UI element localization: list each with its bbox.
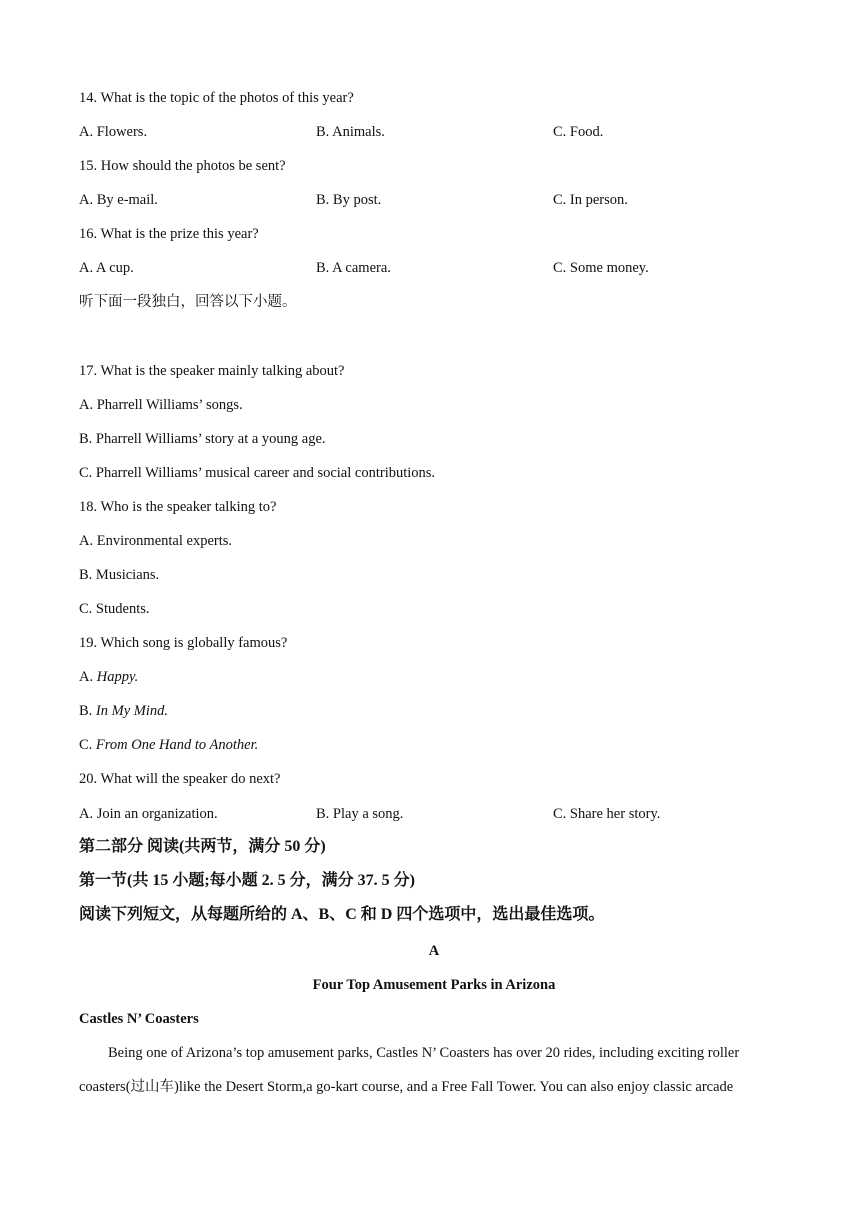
q19-option-c-letter: C. (79, 737, 96, 753)
q17-option-c: C. Pharrell Williams’ musical career and social contributions. (79, 465, 436, 481)
part-two-heading: 第二部分 阅读(共两节，满分 50 分) (79, 838, 326, 855)
passage-title: Four Top Amusement Parks in Arizona (312, 977, 556, 993)
q14-option-b: B. Animals. (316, 124, 385, 140)
q19-option-c-text: From One Hand to Another. (95, 737, 259, 753)
q20-option-a: A. Join an organization. (79, 806, 218, 822)
passage-line-1: Being one of Arizona’s top amusement parks, Castles N’ Coasters has over 20 rides, including exciting roller (108, 1045, 740, 1061)
question-15: 15. How should the photos be sent? (79, 158, 286, 174)
q19-option-a-text: Happy. (96, 669, 139, 685)
question-19: 19. Which song is globally famous? (79, 635, 288, 651)
q15-option-b: B. By post. (316, 192, 382, 208)
question-16: 16. What is the prize this year? (79, 226, 259, 242)
q18-option-b: B. Musicians. (79, 567, 160, 583)
q19-option-b-text: In My Mind. (95, 703, 168, 719)
q20-option-b: B. Play a song. (316, 806, 404, 822)
question-20: 20. What will the speaker do next? (79, 771, 281, 787)
q17-option-b: B. Pharrell Williams’ story at a young age. (79, 431, 326, 447)
passage-subheading: Castles N’ Coasters (79, 1011, 199, 1027)
q20-option-c: C. Share her story. (553, 806, 661, 822)
q14-option-c: C. Food. (553, 124, 604, 140)
q19-option-b-letter: B. (79, 703, 96, 719)
section-one-heading: 第一节(共 15 小题;每小题 2. 5 分，满分 37. 5 分) (79, 872, 415, 889)
q18-option-c: C. Students. (79, 601, 150, 617)
reading-instruction: 阅读下列短文，从每题所给的 A、B、C 和 D 四个选项中，选出最佳选项。 (79, 906, 605, 923)
passage-line-2: coasters(过山车)like the Desert Storm,a go-kart course, and a Free Fall Tower. You can also enjoy classic arcade (79, 1079, 734, 1095)
q16-option-c: C. Some money. (553, 260, 649, 276)
q19-option-b (79, 702, 168, 720)
q19-option-a (79, 668, 138, 686)
question-17: 17. What is the speaker mainly talking about? (79, 363, 345, 379)
q16-option-b: B. A camera. (316, 260, 391, 276)
passage-letter: A (428, 943, 440, 959)
q15-option-a: A. By e-mail. (79, 192, 158, 208)
q15-option-c: C. In person. (553, 192, 628, 208)
question-14: 14. What is the topic of the photos of this year? (79, 90, 354, 106)
q16-option-a: A. A cup. (79, 260, 134, 276)
q14-option-a: A. Flowers. (79, 124, 148, 140)
q17-option-a: A. Pharrell Williams’ songs. (79, 397, 243, 413)
q18-option-a: A. Environmental experts. (79, 533, 233, 549)
q19-option-c (79, 736, 258, 754)
q19-option-a-letter: A. (79, 669, 97, 685)
question-18: 18. Who is the speaker talking to? (79, 499, 277, 515)
monologue-instruction: 听下面一段独白，回答以下小题。 (79, 294, 297, 310)
